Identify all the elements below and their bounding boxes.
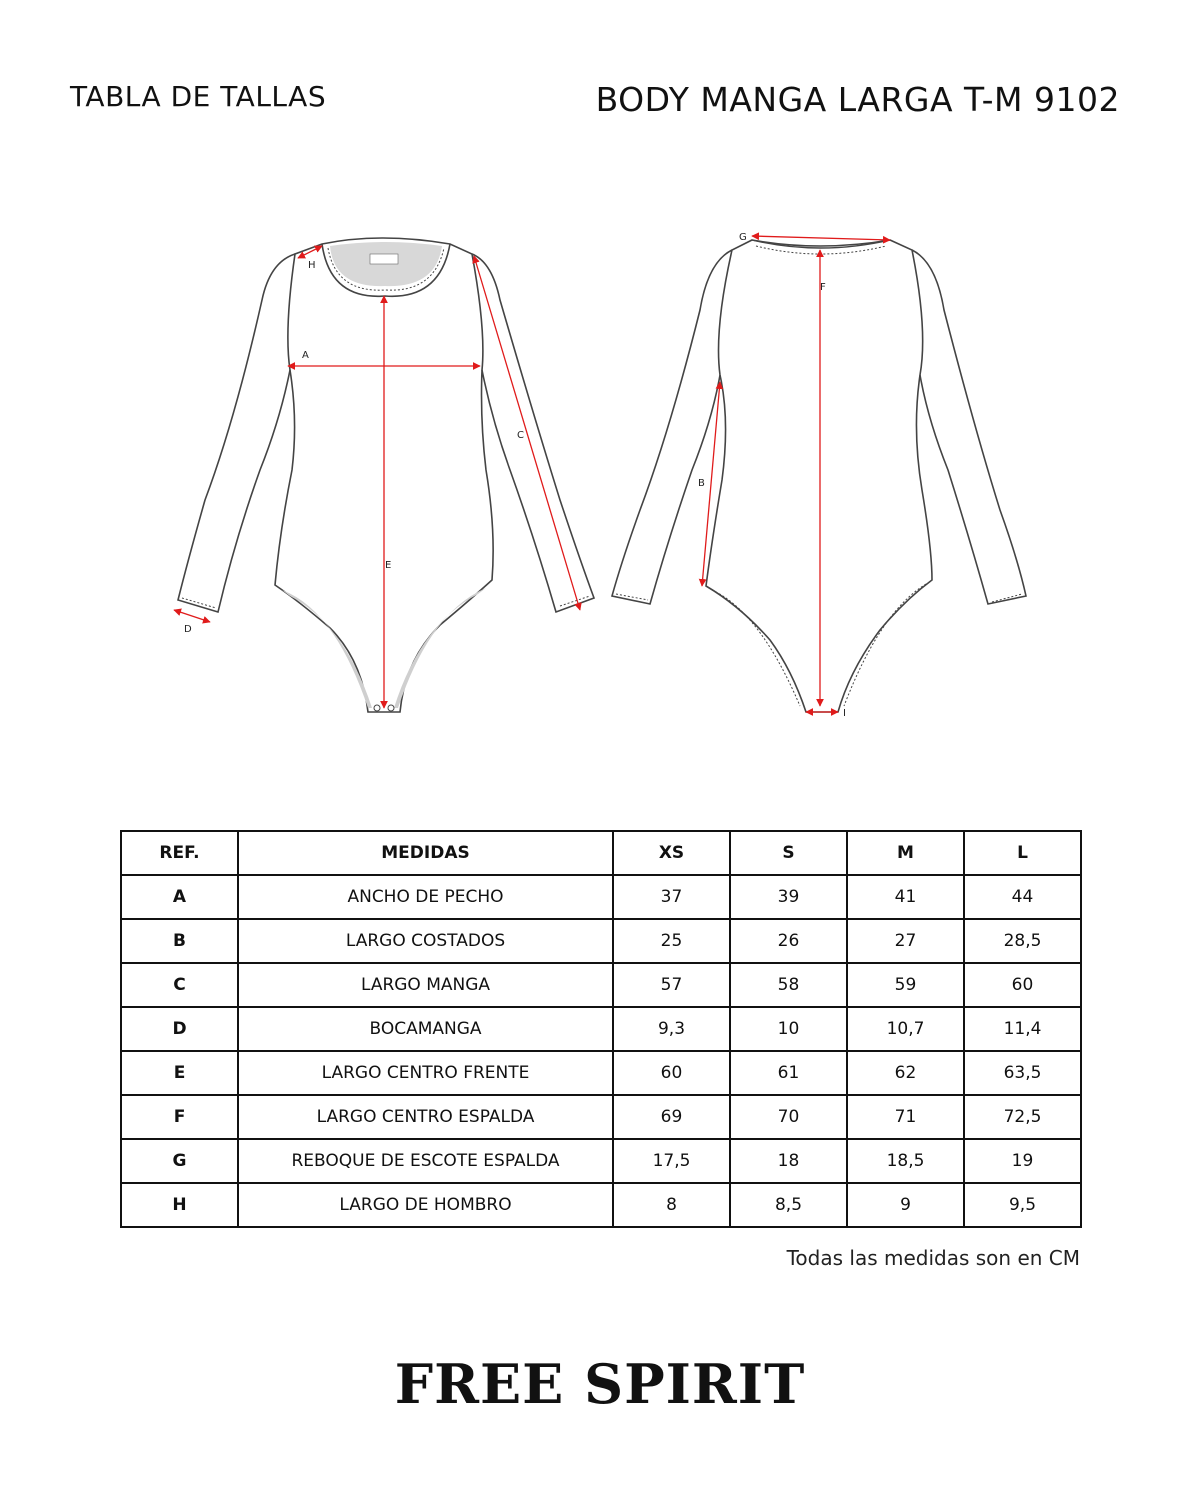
header-l: L	[964, 831, 1081, 875]
header-xs: XS	[613, 831, 730, 875]
table-row	[121, 1095, 1081, 1139]
header-ref: REF.	[121, 831, 238, 875]
row-m: 9	[847, 1183, 964, 1227]
row-s: 10	[730, 1007, 847, 1051]
label-g: G	[739, 232, 747, 243]
row-ref: C	[121, 963, 238, 1007]
header-m: M	[847, 831, 964, 875]
label-a: A	[302, 350, 309, 361]
header-medidas: MEDIDAS	[238, 831, 613, 875]
row-l: 28,5	[964, 919, 1081, 963]
row-l: 44	[964, 875, 1081, 919]
row-measure: LARGO CENTRO FRENTE	[238, 1051, 613, 1095]
back-view	[612, 240, 1026, 712]
row-measure: LARGO COSTADOS	[238, 919, 613, 963]
row-xs: 17,5	[613, 1139, 730, 1183]
row-xs: 25	[613, 919, 730, 963]
arrow-g	[752, 236, 890, 240]
label-e: E	[385, 560, 392, 571]
table-row	[121, 1139, 1081, 1183]
row-m: 27	[847, 919, 964, 963]
row-measure: LARGO CENTRO ESPALDA	[238, 1095, 613, 1139]
row-s: 61	[730, 1051, 847, 1095]
row-m: 62	[847, 1051, 964, 1095]
table-row	[121, 1007, 1081, 1051]
row-l: 63,5	[964, 1051, 1081, 1095]
arrow-c	[474, 256, 580, 610]
row-measure: LARGO MANGA	[238, 963, 613, 1007]
garment-diagram	[0, 200, 1200, 740]
row-s: 39	[730, 875, 847, 919]
label-c: C	[517, 430, 524, 441]
page-title: TABLA DE TALLAS	[70, 80, 327, 113]
label-d: D	[184, 624, 192, 635]
row-s: 8,5	[730, 1183, 847, 1227]
front-right-sleeve	[472, 254, 594, 612]
units-note: Todas las medidas son en CM	[786, 1246, 1080, 1270]
row-measure: LARGO DE HOMBRO	[238, 1183, 613, 1227]
back-left-sleeve	[612, 250, 732, 604]
back-body-outline	[706, 240, 932, 712]
row-s: 26	[730, 919, 847, 963]
row-ref: G	[121, 1139, 238, 1183]
label-i: I	[843, 708, 846, 719]
row-ref: A	[121, 875, 238, 919]
front-view	[178, 238, 594, 712]
row-measure: REBOQUE DE ESCOTE ESPALDA	[238, 1139, 613, 1183]
row-xs: 60	[613, 1051, 730, 1095]
row-xs: 9,3	[613, 1007, 730, 1051]
row-l: 9,5	[964, 1183, 1081, 1227]
label-h: H	[308, 260, 316, 271]
row-m: 41	[847, 875, 964, 919]
row-s: 18	[730, 1139, 847, 1183]
row-m: 59	[847, 963, 964, 1007]
back-right-sleeve	[912, 250, 1026, 604]
row-m: 18,5	[847, 1139, 964, 1183]
row-s: 58	[730, 963, 847, 1007]
row-xs: 69	[613, 1095, 730, 1139]
row-xs: 8	[613, 1183, 730, 1227]
row-xs: 57	[613, 963, 730, 1007]
row-xs: 37	[613, 875, 730, 919]
row-l: 72,5	[964, 1095, 1081, 1139]
table-row	[121, 919, 1081, 963]
label-f: F	[820, 282, 826, 293]
row-ref: E	[121, 1051, 238, 1095]
row-m: 71	[847, 1095, 964, 1139]
arrow-d	[174, 610, 210, 622]
row-ref: B	[121, 919, 238, 963]
size-table	[120, 830, 1082, 1228]
row-measure: BOCAMANGA	[238, 1007, 613, 1051]
row-l: 19	[964, 1139, 1081, 1183]
table-row	[121, 1051, 1081, 1095]
row-m: 10,7	[847, 1007, 964, 1051]
label-b: B	[698, 478, 705, 489]
table-row	[121, 1183, 1081, 1227]
brand-logo: FREE SPIRIT	[394, 1352, 806, 1416]
product-title: BODY MANGA LARGA T-M 9102	[595, 80, 1120, 119]
row-ref: F	[121, 1095, 238, 1139]
row-s: 70	[730, 1095, 847, 1139]
row-ref: H	[121, 1183, 238, 1227]
row-measure: ANCHO DE PECHO	[238, 875, 613, 919]
table-row	[121, 875, 1081, 919]
table-header-row	[121, 831, 1081, 875]
row-ref: D	[121, 1007, 238, 1051]
table-row	[121, 963, 1081, 1007]
header-s: S	[730, 831, 847, 875]
row-l: 11,4	[964, 1007, 1081, 1051]
row-l: 60	[964, 963, 1081, 1007]
